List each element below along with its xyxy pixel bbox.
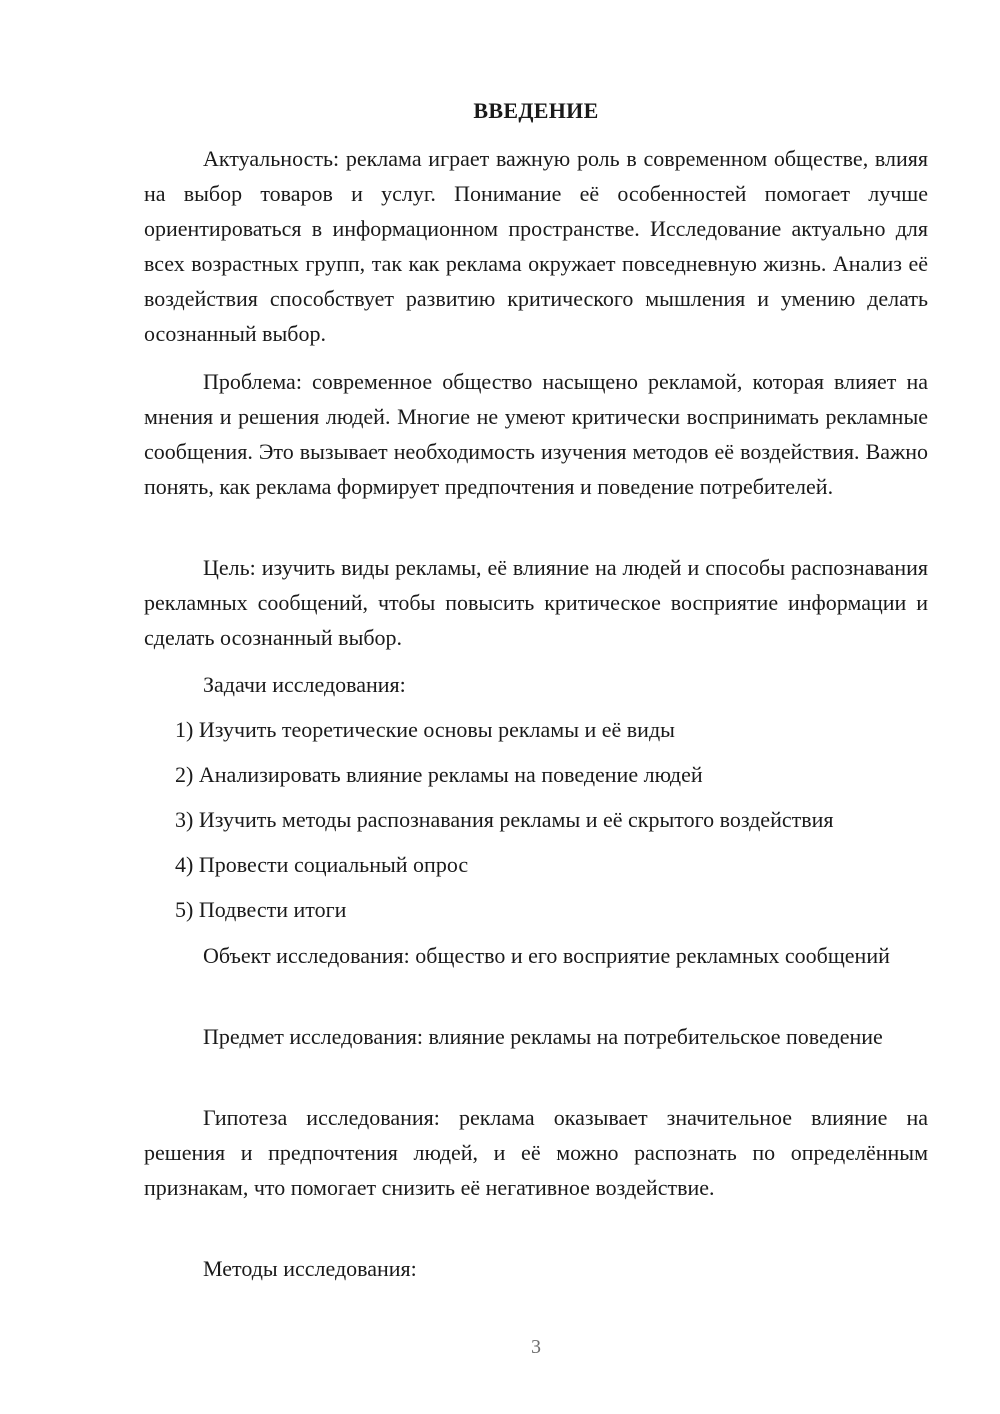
- task-list-item-1: 1) Изучить теоретические основы рекламы и её виды: [175, 717, 675, 742]
- task-list-item-2: 2) Анализировать влияние рекламы на поведение людей: [175, 762, 703, 787]
- task-list-item-5: 5) Подвести итоги: [175, 897, 347, 922]
- hypothesis-paragraph: Гипотеза исследования: реклама оказывает значительное влияние на решения и предпочтения людей, и её можно распознать по определённым признакам, что помогает снизить её негативное воздействие.: [144, 1105, 928, 1200]
- subject-paragraph: Предмет исследования: влияние рекламы на потребительское поведение: [203, 1024, 883, 1049]
- problem-paragraph: Проблема: современное общество насыщено рекламой, которая влияет на мнения и решения людей. Многие не умеют критически воспринимать рекламные сообщения. Это вызывает необходимость изучения методов её воздействия. Важно понять, как реклама формирует предпочтения и поведение потребителей.: [144, 369, 928, 499]
- page-title: ВВЕДЕНИЕ: [473, 98, 599, 123]
- object-paragraph: Объект исследования: общество и его восприятие рекламных сообщений: [203, 943, 890, 968]
- task-list-item-3: 3) Изучить методы распознавания рекламы и её скрытого воздействия: [175, 807, 834, 832]
- goal-paragraph: Цель: изучить виды рекламы, её влияние на людей и способы распознавания рекламных сообщений, чтобы повысить критическое восприятие информации и сделать осознанный выбор.: [144, 555, 928, 650]
- tasks-heading: Задачи исследования:: [203, 672, 406, 697]
- methods-heading: Методы исследования:: [203, 1256, 417, 1281]
- page-number: 3: [531, 1336, 541, 1358]
- task-list-item-4: 4) Провести социальный опрос: [175, 852, 469, 877]
- relevance-paragraph: Актуальность: реклама играет важную роль в современном обществе, влияя на выбор товаров и услуг. Понимание её особенностей помогает лучше ориентироваться в информационном пространстве. Исследование актуально для всех возрастных групп, так как реклама окружает повседневную жизнь. Анализ её воздействия способствует развитию критического мышления и умению делать осознанный выбор.: [144, 146, 928, 346]
